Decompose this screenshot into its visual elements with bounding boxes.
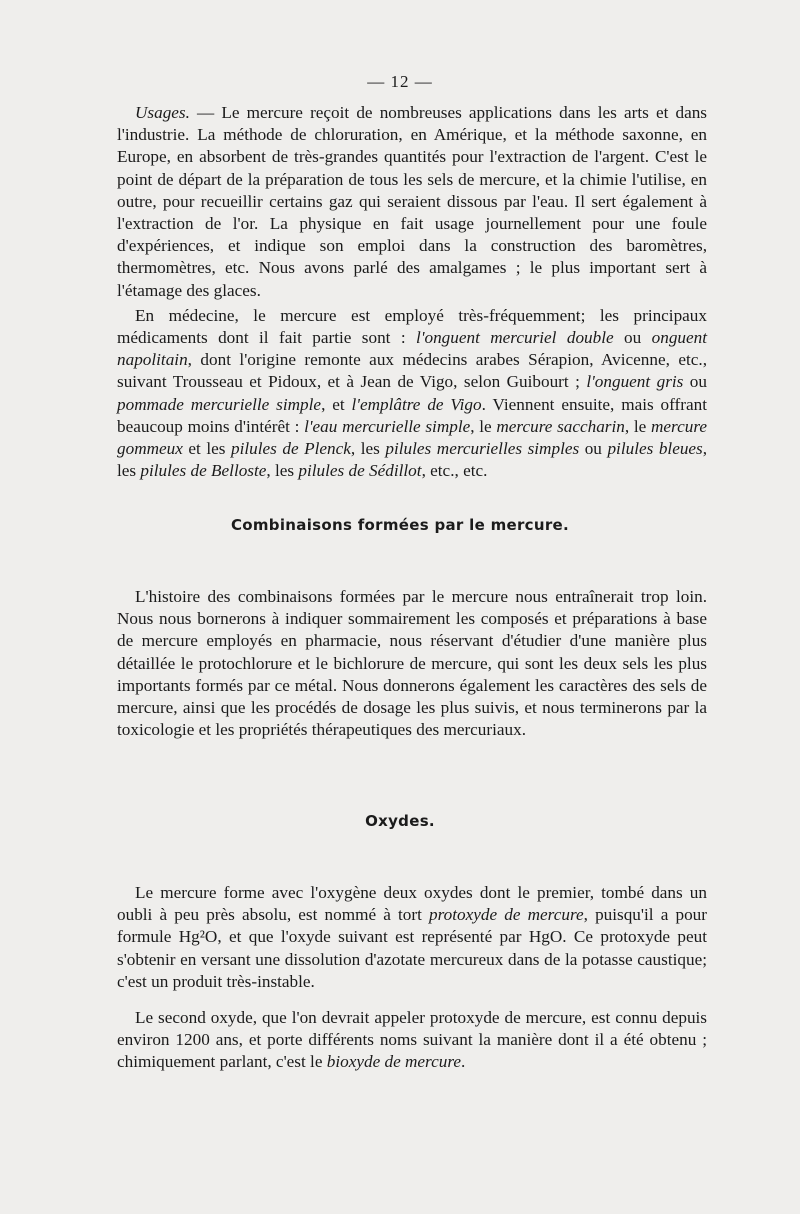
text-run: ou xyxy=(613,328,652,348)
text-run: , le xyxy=(470,416,497,436)
paragraph-text: — Le mercure reçoit de nombreuses applications dans les arts et dans l'industrie. La méthode de chloruration, en Amérique, et la méthode saxonne, en Europe, en absorbent de très-grandes quantités pour l'extraction de l'argent. C'est le point de départ de la préparation de tous les sels de mercure, et la chimie l'utilise, en outre, pour recueillir certains gaz qui seraient dissous par l'eau. Il sert également à l'extraction de l'or. La physique en fait usage journellement pour une foule d'expériences, et indique son emploi dans la construction des baromètres, thermomètres, etc. Nous avons parlé des amalgames ; le plus important sert à l'étamage des glaces. xyxy=(117,103,707,300)
italic-run: l'eau mercurielle simple xyxy=(304,416,471,436)
italic-run: pommade mercurielle simple xyxy=(117,394,322,414)
text-run: . xyxy=(461,1052,466,1072)
italic-run: pilules de Sédillot xyxy=(298,461,422,481)
italic-run: onguent napolitain xyxy=(117,328,708,370)
text-run: ou xyxy=(683,372,707,392)
text-run: . Viennent ensuite, mais offrant beaucoup moins d'intérêt : xyxy=(117,394,707,436)
text-run: En médecine, le mercure est employé très-fréquemment; les principaux médicaments dont il fait partie sont : xyxy=(117,305,707,348)
paragraph-lead-word: Usages. xyxy=(135,103,190,122)
paragraph-usages-medecine xyxy=(117,305,707,483)
italic-run: l'emplâtre de Vigo xyxy=(351,394,482,414)
text-run: Le mercure forme avec l'oxygène deux oxydes dont le premier, tombé dans un oubli à peu près absolu, est nommé à tort xyxy=(117,883,707,925)
text-run: , les xyxy=(117,439,708,481)
italic-run: l'onguent mercuriel double xyxy=(416,328,614,348)
text-run: Le second oxyde, que l'on devrait appeler protoxyde de mercure, est connu depuis environ 1200 ans, et porte différents noms suivant la manière dont il a été obtenu ; chimiquement parlant, c'est le xyxy=(117,1008,707,1072)
paragraph-oxydes-bioxyde xyxy=(117,1007,707,1074)
italic-run: l'onguent gris xyxy=(586,372,684,392)
text-run: , dont l'origine remonte aux médecins arabes Sérapion, Avicenne, etc., suivant Trousseau et Pidoux, et à Jean de Vigo, selon Guibourt ; xyxy=(117,350,707,392)
italic-run: mercure gommeux xyxy=(117,416,707,459)
section-oxydes xyxy=(117,882,707,1074)
heading-oxydes: Oxydes. xyxy=(365,812,435,830)
section-usages xyxy=(117,102,707,482)
italic-run: mercure saccharin xyxy=(496,416,625,436)
text-run: , puisqu'il a pour formule Hg²O, et que l'oxyde suivant est représenté par HgO. Ce protoxyde peut s'obtenir en versant une dissolution d'azotate mercureux dans de la potasse caustique; c'est un produit très-instable. xyxy=(117,905,707,991)
text-run: ou xyxy=(579,439,608,459)
text-run: , etc., etc. xyxy=(421,461,488,481)
italic-run: pilules bleues xyxy=(607,439,703,459)
text-run: , les xyxy=(266,461,299,481)
text-run: et les xyxy=(182,439,232,459)
section-combinaisons xyxy=(117,586,707,741)
italic-run: pilules de Plenck xyxy=(231,439,351,459)
text-run: , le xyxy=(624,416,651,436)
paragraph-combinaisons: L'histoire des combinaisons formées par le mercure nous entraînerait trop loin. Nous nous bornerons à indiquer sommairement les composés et préparations à base de mercure employés en pharmacie, nous réservant d'étudier d'une manière plus détaillée le protochlorure et le bichlorure de mercure, qui sont les deux sels les plus importants formés par ce métal. Nous donnerons également les caractères des sels de mercure, ainsi que les procédés de dosage les plus suivis, et nous terminerons par la toxicologie et les propriétés thérapeutiques des mercuriaux. xyxy=(117,587,707,740)
heading-combinaisons: Combinaisons formées par le mercure. xyxy=(230,516,570,534)
italic-run: pilules de Belloste xyxy=(140,461,267,481)
paragraph-oxydes-protoxyde xyxy=(117,882,707,993)
italic-run: protoxyde de mercure xyxy=(429,905,584,925)
paragraph-usages-applications xyxy=(117,102,707,302)
italic-run: bioxyde de mercure xyxy=(326,1052,462,1072)
text-run: , et xyxy=(321,394,352,414)
italic-run: pilules mercurielles simples xyxy=(385,439,580,459)
page-number: — 12 — xyxy=(367,72,433,91)
text-run: , les xyxy=(350,439,386,459)
